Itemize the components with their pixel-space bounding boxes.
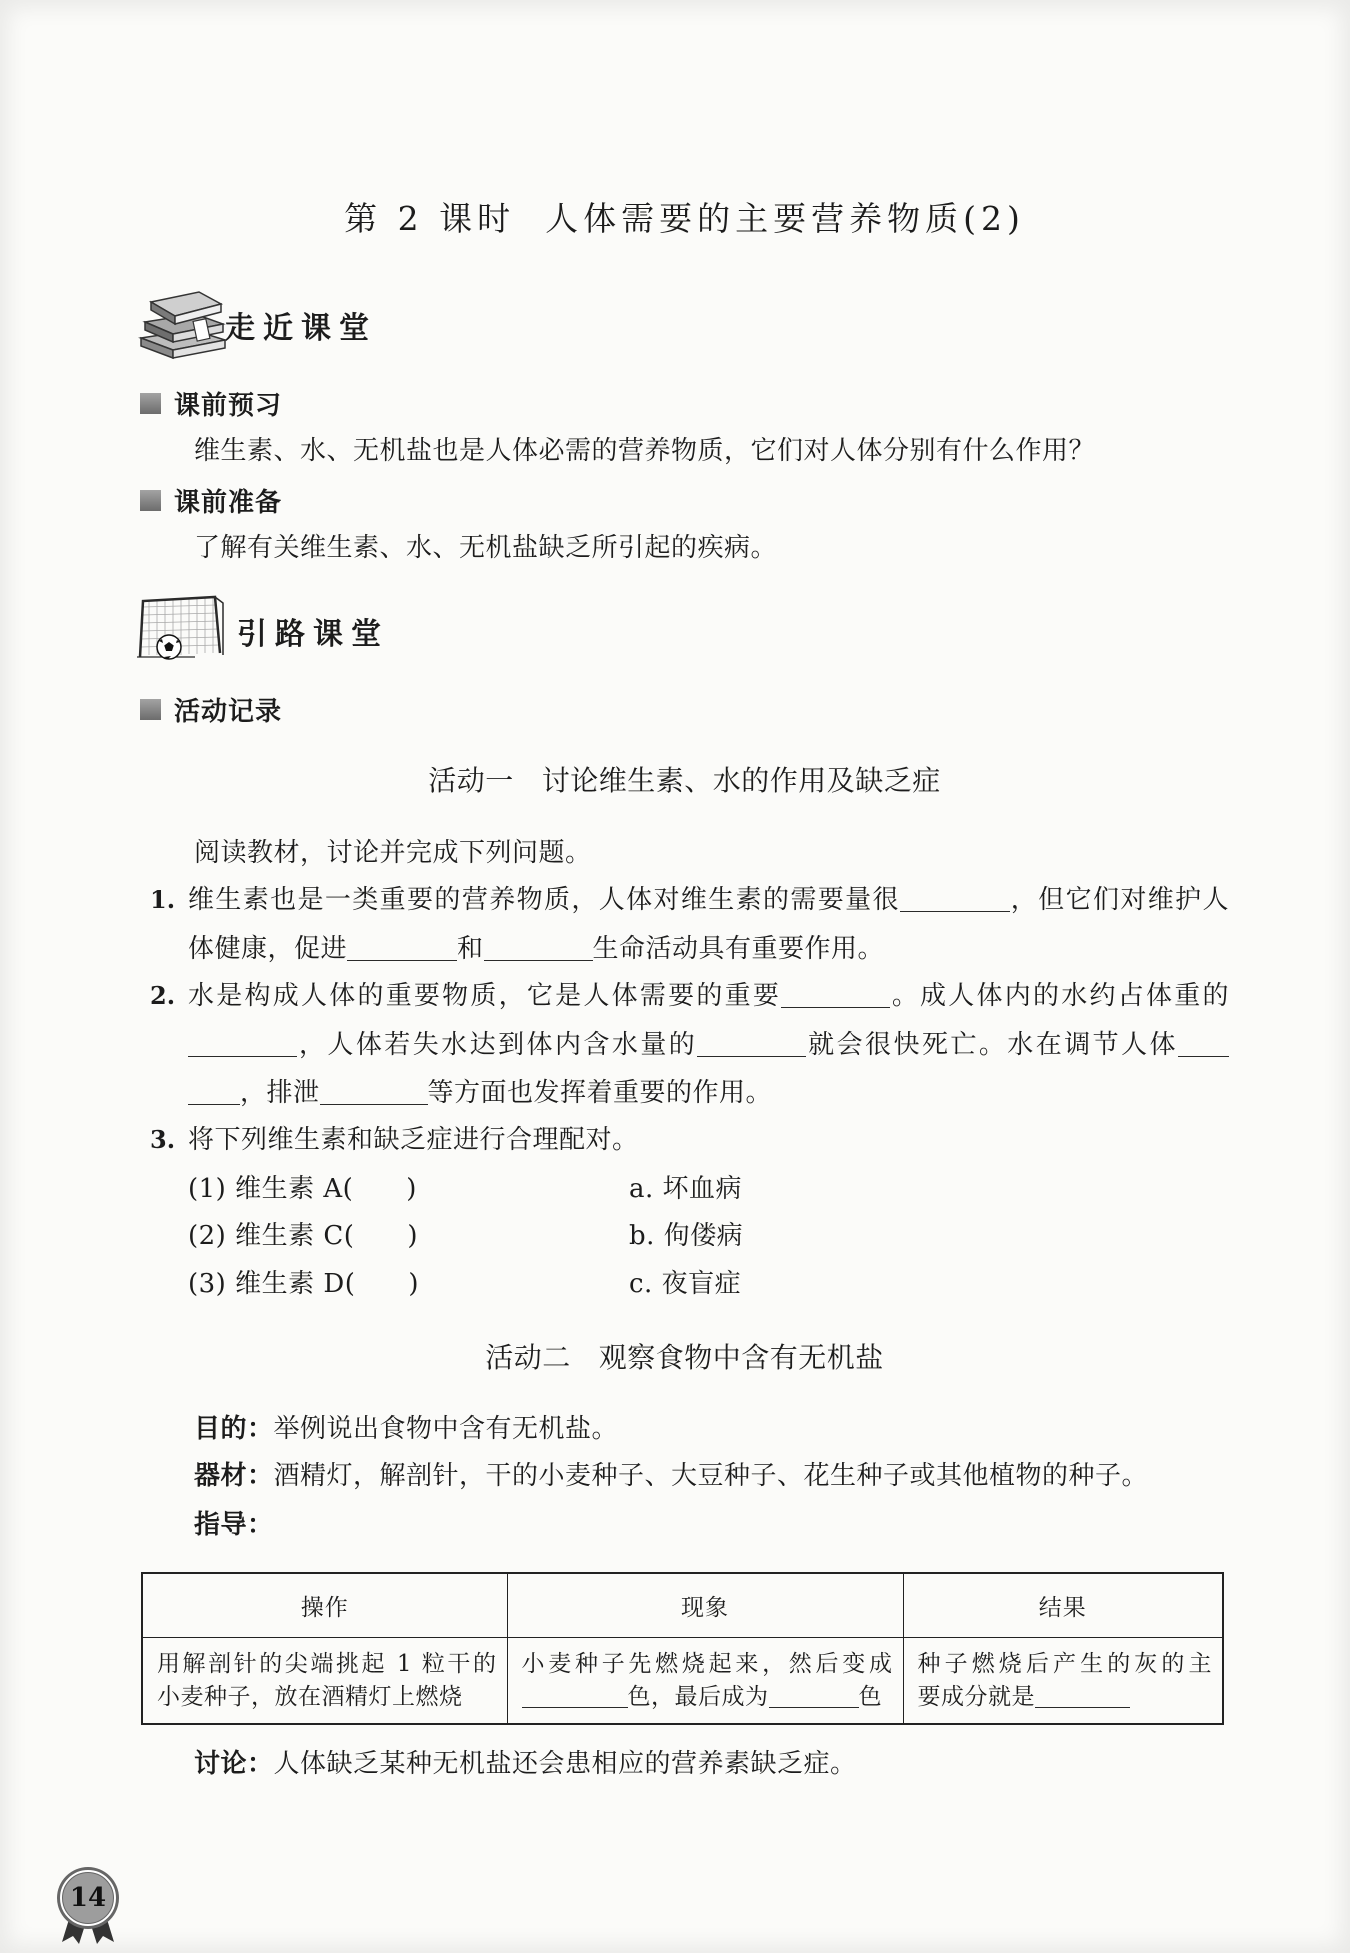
header-phenomenon: 现象	[507, 1573, 903, 1638]
fill-blank	[1035, 1707, 1130, 1708]
equipment-label: 器材：	[194, 1461, 274, 1491]
header-result: 结果	[903, 1573, 1223, 1638]
text-segment: 就会很快死亡。水在调节人体	[806, 1030, 1178, 1060]
activity1-topic: 讨论维生素、水的作用及缺乏症	[541, 764, 941, 797]
text-segment: 等方面也发挥着重要的作用。	[427, 1078, 773, 1108]
question-2-line-3	[188, 1073, 772, 1113]
heading-prepare	[140, 482, 282, 518]
fill-blank	[781, 1007, 890, 1008]
purpose-text: 举例说出食物中含有无机盐。	[273, 1414, 619, 1444]
vitamin-item: (2) 维生素 C( )	[188, 1221, 419, 1251]
experiment-table	[141, 1572, 1224, 1725]
discussion-text: 人体缺乏某种无机盐还会患相应的营养素缺乏症。	[273, 1749, 857, 1779]
cell-line: 小麦种子先燃烧起来，然后变成	[521, 1650, 893, 1677]
square-bullet-icon	[140, 393, 161, 414]
cell-line: 小麦种子，放在酒精灯上燃烧	[157, 1683, 463, 1710]
fill-blank	[522, 1707, 628, 1708]
fill-blank	[188, 1056, 297, 1057]
text-segment: 水是构成人体的重要物质，它是人体需要的重要	[188, 981, 782, 1011]
discussion-label: 讨论：	[194, 1749, 274, 1779]
cell-operation	[142, 1638, 507, 1725]
text-segment: 要成分就是	[917, 1683, 1035, 1710]
page-title	[141, 196, 1228, 242]
banner-guided-classroom: 引路课堂	[237, 617, 389, 652]
question-2-line-2	[188, 1025, 1229, 1065]
fill-blank	[769, 1707, 859, 1708]
fill-blank	[320, 1104, 428, 1105]
question-2-line-1	[188, 976, 1229, 1016]
preview-text: 维生素、水、无机盐也是人体必需的营养物质，它们对人体分别有什么作用？	[194, 436, 1096, 466]
vitamin-item: (3) 维生素 D( )	[188, 1269, 419, 1299]
disease-item: c. 夜盲症	[629, 1269, 742, 1299]
header-operation: 操作	[142, 1573, 507, 1638]
heading-preview-label: 课前预习	[174, 390, 283, 421]
text-segment: 生命活动具有重要作用。	[592, 934, 885, 964]
fill-blank	[1178, 1056, 1229, 1057]
fill-blank	[697, 1056, 806, 1057]
text-segment: 色，最后成为	[627, 1683, 769, 1710]
question-1-line-2	[188, 929, 884, 969]
soccer-goal-icon	[135, 593, 227, 661]
cell-line	[522, 1681, 893, 1714]
text-segment: 体健康，促进	[188, 934, 348, 964]
text-segment: ，但它们对维护人	[1009, 885, 1229, 915]
prepare-text: 了解有关维生素、水、无机盐缺乏所引起的疾病。	[194, 533, 778, 563]
guidance-line	[194, 1505, 274, 1545]
cell-line: 种子燃烧后产生的灰的主	[917, 1650, 1212, 1677]
text-segment: 维生素也是一类重要的营养物质，人体对维生素的需要量很	[188, 885, 900, 915]
banner-approach-classroom: 走近课堂	[225, 311, 377, 346]
purpose-label: 目的：	[194, 1414, 274, 1444]
lesson-number: 第 2 课时	[344, 199, 516, 238]
page-number: 14	[69, 1883, 107, 1913]
disease-item: b. 佝偻病	[629, 1221, 744, 1251]
fill-blank	[900, 911, 1010, 912]
square-bullet-icon	[140, 699, 161, 720]
heading-preview	[140, 385, 282, 421]
equipment-text: 酒精灯，解剖针，干的小麦种子、大豆种子、花生种子或其他植物的种子。	[273, 1461, 1149, 1491]
question-1-line-1	[188, 880, 1229, 920]
purpose-line	[194, 1409, 618, 1449]
question-1-number: 1.	[150, 885, 176, 914]
equipment-line	[194, 1456, 1148, 1496]
activity1-intro: 阅读教材，讨论并完成下列问题。	[194, 838, 592, 868]
fill-blank	[347, 960, 457, 961]
discussion-line	[194, 1744, 857, 1784]
lesson-topic: 人体需要的主要营养物质(2)	[545, 199, 1025, 238]
fill-blank	[484, 960, 593, 961]
heading-activity-record-label: 活动记录	[174, 696, 283, 727]
question-3-number: 3.	[150, 1125, 176, 1154]
heading-prepare-label: 课前准备	[174, 487, 283, 518]
square-bullet-icon	[140, 490, 161, 511]
book-stack-icon	[137, 286, 229, 362]
cell-result	[903, 1638, 1223, 1725]
vitamin-item: (1) 维生素 A( )	[188, 1174, 417, 1204]
cell-line	[918, 1681, 1213, 1714]
heading-activity-record	[140, 691, 282, 727]
fill-blank	[188, 1104, 240, 1105]
text-segment: 和	[457, 934, 484, 964]
text-segment: 。成人体内的水约占体重的	[890, 981, 1229, 1011]
activity1-title	[141, 760, 1228, 802]
disease-item: a. 坏血病	[629, 1174, 743, 1204]
activity2-topic: 观察食物中含有无机盐	[598, 1341, 884, 1374]
cell-line: 用解剖针的尖端挑起 1 粒干的	[157, 1650, 497, 1677]
guidance-label: 指导：	[194, 1510, 274, 1540]
question-3-text: 将下列维生素和缺乏症进行合理配对。	[188, 1125, 639, 1155]
cell-phenomenon	[507, 1638, 903, 1725]
activity2-title	[141, 1337, 1228, 1379]
question-2-number: 2.	[150, 981, 176, 1010]
activity2-label: 活动二	[485, 1341, 571, 1374]
table-header-row	[142, 1573, 1223, 1638]
table-row	[142, 1638, 1223, 1725]
text-segment: ，人体若失水达到体内含水量的	[297, 1030, 698, 1060]
activity1-label: 活动一	[428, 764, 514, 797]
text-segment: 色	[858, 1683, 882, 1710]
text-segment: ，排泄	[240, 1078, 320, 1108]
